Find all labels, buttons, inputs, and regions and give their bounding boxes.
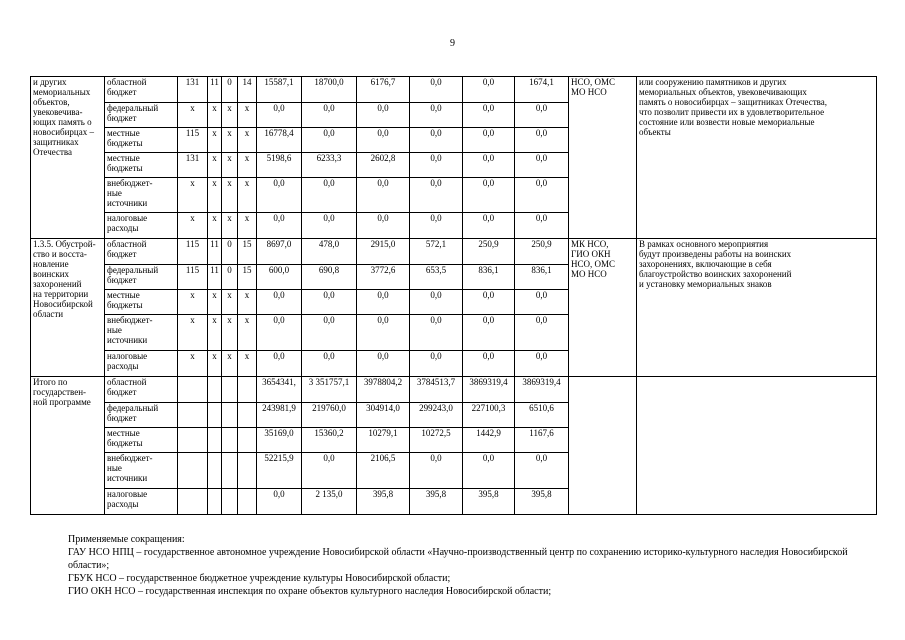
amount-cell: 0,0: [410, 315, 463, 351]
table-row: [31, 77, 877, 103]
funding-source-cell: федеральный бюджет: [105, 103, 178, 128]
funding-source-cell: областной бюджет: [105, 77, 178, 103]
amount-cell: 0,0: [410, 213, 463, 239]
amount-cell: 2106,5: [357, 453, 410, 489]
amount-cell: 5198,6: [257, 153, 302, 178]
amount-cell: 0,0: [257, 489, 302, 515]
funding-source-cell: налоговые расходы: [105, 489, 178, 515]
amount-cell: 395,8: [357, 489, 410, 515]
budget-code-cell: x: [208, 290, 222, 315]
funding-source-cell: местные бюджеты: [105, 153, 178, 178]
amount-cell: 653,5: [410, 265, 463, 290]
budget-code-cell: x: [222, 178, 238, 213]
amount-cell: 600,0: [257, 265, 302, 290]
amount-cell: 304914,0: [357, 403, 410, 428]
amount-cell: 0,0: [515, 351, 569, 377]
funding-source-cell: внебюджет- ные источники: [105, 453, 178, 489]
amount-cell: 836,1: [515, 265, 569, 290]
budget-code-cell: x: [178, 351, 208, 377]
amount-cell: 1442,9: [463, 428, 515, 453]
amount-cell: 0,0: [257, 351, 302, 377]
amount-cell: 0,0: [357, 213, 410, 239]
budget-code-cell: x: [238, 315, 257, 351]
amount-cell: 0,0: [302, 315, 357, 351]
amount-cell: 395,8: [463, 489, 515, 515]
budget-code-cell: x: [178, 213, 208, 239]
funding-source-cell: внебюджет- ные источники: [105, 315, 178, 351]
executor-cell: НСО, ОМС МО НСО: [569, 77, 637, 239]
amount-cell: 3869319,4: [463, 377, 515, 403]
budget-code-cell: x: [222, 351, 238, 377]
executor-cell: МК НСО, ГИО ОКН НСО, ОМС МО НСО: [569, 239, 637, 377]
amount-cell: 0,0: [357, 290, 410, 315]
amount-cell: 0,0: [357, 351, 410, 377]
amount-cell: 0,0: [463, 178, 515, 213]
amount-cell: 0,0: [515, 453, 569, 489]
executor-cell: [569, 377, 637, 515]
budget-code-cell: [222, 428, 238, 453]
amount-cell: 219760,0: [302, 403, 357, 428]
expected-result-cell: или сооружению памятников и других мемориальных объектов, увековечивающих память о новосибирцах – защитниках Отечества, что позволит привести их в удовлетворительное состояние или возвести новые мемориальные объекты: [637, 77, 877, 239]
budget-code-cell: x: [208, 103, 222, 128]
notes-heading: Применяемые сокращения:: [68, 534, 185, 545]
amount-cell: 10279,1: [357, 428, 410, 453]
amount-cell: 1167,6: [515, 428, 569, 453]
amount-cell: 0,0: [463, 290, 515, 315]
budget-code-cell: [178, 377, 208, 403]
funding-source-cell: федеральный бюджет: [105, 265, 178, 290]
amount-cell: 52215,9: [257, 453, 302, 489]
amount-cell: 0,0: [515, 213, 569, 239]
budget-code-cell: [222, 489, 238, 515]
budget-code-cell: [178, 428, 208, 453]
activity-name-cell: Итого по государствен- ной программе: [31, 377, 105, 515]
budget-code-cell: [208, 489, 222, 515]
amount-cell: 0,0: [410, 178, 463, 213]
amount-cell: 18700,0: [302, 77, 357, 103]
funding-source-cell: областной бюджет: [105, 377, 178, 403]
amount-cell: 0,0: [357, 103, 410, 128]
amount-cell: 690,8: [302, 265, 357, 290]
budget-code-cell: x: [238, 178, 257, 213]
budget-code-cell: x: [238, 213, 257, 239]
amount-cell: 0,0: [257, 178, 302, 213]
expected-result-cell: [637, 377, 877, 515]
budget-code-cell: x: [222, 290, 238, 315]
budget-code-cell: [238, 453, 257, 489]
budget-table: [30, 76, 877, 515]
amount-cell: 10272,5: [410, 428, 463, 453]
amount-cell: 227100,3: [463, 403, 515, 428]
funding-source-cell: местные бюджеты: [105, 290, 178, 315]
funding-source-cell: местные бюджеты: [105, 428, 178, 453]
amount-cell: 3 351757,1: [302, 377, 357, 403]
amount-cell: 0,0: [302, 103, 357, 128]
budget-code-cell: 115: [178, 239, 208, 265]
budget-code-cell: 131: [178, 153, 208, 178]
amount-cell: 0,0: [515, 103, 569, 128]
budget-code-cell: 0: [222, 239, 238, 265]
amount-cell: 3772,6: [357, 265, 410, 290]
budget-code-cell: x: [178, 290, 208, 315]
amount-cell: 0,0: [410, 453, 463, 489]
amount-cell: 572,1: [410, 239, 463, 265]
funding-source-cell: налоговые расходы: [105, 351, 178, 377]
budget-code-cell: x: [208, 153, 222, 178]
amount-cell: 0,0: [463, 453, 515, 489]
budget-code-cell: x: [208, 128, 222, 153]
amount-cell: 16778,4: [257, 128, 302, 153]
budget-code-cell: 15: [238, 265, 257, 290]
abbreviations-notes: [68, 533, 888, 598]
amount-cell: 0,0: [463, 315, 515, 351]
page-number: 9: [450, 38, 455, 49]
funding-source-cell: налоговые расходы: [105, 213, 178, 239]
amount-cell: 2602,8: [357, 153, 410, 178]
budget-code-cell: [238, 403, 257, 428]
budget-code-cell: [208, 377, 222, 403]
amount-cell: 836,1: [463, 265, 515, 290]
amount-cell: 0,0: [515, 315, 569, 351]
amount-cell: 250,9: [515, 239, 569, 265]
amount-cell: 15360,2: [302, 428, 357, 453]
amount-cell: 243981,9: [257, 403, 302, 428]
budget-code-cell: [178, 403, 208, 428]
amount-cell: 0,0: [257, 103, 302, 128]
budget-code-cell: x: [208, 315, 222, 351]
amount-cell: 0,0: [302, 178, 357, 213]
amount-cell: 0,0: [463, 153, 515, 178]
budget-code-cell: x: [238, 128, 257, 153]
budget-code-cell: 15: [238, 239, 257, 265]
table-row: [31, 377, 877, 403]
amount-cell: 0,0: [357, 128, 410, 153]
amount-cell: 8697,0: [257, 239, 302, 265]
note-item: ГБУК НСО – государственное бюджетное учреждение культуры Новосибирской области;: [68, 573, 451, 584]
amount-cell: 6176,7: [357, 77, 410, 103]
budget-code-cell: x: [222, 103, 238, 128]
budget-code-cell: [238, 377, 257, 403]
budget-code-cell: [222, 453, 238, 489]
funding-source-cell: внебюджет- ные источники: [105, 178, 178, 213]
amount-cell: 3978804,2: [357, 377, 410, 403]
budget-code-cell: x: [222, 315, 238, 351]
budget-code-cell: x: [208, 351, 222, 377]
budget-code-cell: [238, 428, 257, 453]
amount-cell: 0,0: [257, 213, 302, 239]
budget-code-cell: [222, 403, 238, 428]
budget-code-cell: [208, 428, 222, 453]
budget-code-cell: 11: [208, 265, 222, 290]
amount-cell: 0,0: [515, 178, 569, 213]
amount-cell: 0,0: [515, 128, 569, 153]
budget-code-cell: [222, 377, 238, 403]
amount-cell: 0,0: [357, 178, 410, 213]
amount-cell: 0,0: [463, 77, 515, 103]
budget-code-cell: 115: [178, 265, 208, 290]
amount-cell: 0,0: [463, 351, 515, 377]
amount-cell: 395,8: [410, 489, 463, 515]
amount-cell: 0,0: [410, 103, 463, 128]
budget-code-cell: 11: [208, 77, 222, 103]
funding-source-cell: федеральный бюджет: [105, 403, 178, 428]
table-row: [31, 239, 877, 265]
amount-cell: 478,0: [302, 239, 357, 265]
budget-code-cell: x: [178, 178, 208, 213]
amount-cell: 2 135,0: [302, 489, 357, 515]
amount-cell: 250,9: [463, 239, 515, 265]
amount-cell: 0,0: [410, 128, 463, 153]
budget-code-cell: x: [208, 178, 222, 213]
budget-code-cell: [208, 403, 222, 428]
activity-name-cell: 1.3.5. Обустрой- ство и восста- новление воинских захоронений на территории Новосибирской области: [31, 239, 105, 377]
budget-code-cell: 14: [238, 77, 257, 103]
budget-code-cell: x: [178, 315, 208, 351]
budget-code-cell: x: [238, 290, 257, 315]
amount-cell: 0,0: [302, 453, 357, 489]
amount-cell: 6233,3: [302, 153, 357, 178]
amount-cell: 0,0: [302, 128, 357, 153]
amount-cell: 35169,0: [257, 428, 302, 453]
budget-code-cell: x: [178, 103, 208, 128]
amount-cell: 0,0: [515, 290, 569, 315]
budget-code-cell: [238, 489, 257, 515]
budget-code-cell: x: [222, 153, 238, 178]
amount-cell: 0,0: [515, 153, 569, 178]
amount-cell: 1674,1: [515, 77, 569, 103]
amount-cell: 0,0: [410, 77, 463, 103]
note-item: ГИО ОКН НСО – государственная инспекция по охране объектов культурного наследия Новосибирской области;: [68, 586, 552, 597]
amount-cell: 0,0: [302, 351, 357, 377]
budget-code-cell: [178, 489, 208, 515]
budget-code-cell: x: [238, 103, 257, 128]
amount-cell: 0,0: [410, 153, 463, 178]
amount-cell: 3654341,: [257, 377, 302, 403]
amount-cell: 3869319,4: [515, 377, 569, 403]
expected-result-cell: В рамках основного мероприятия будут произведены работы на воинских захоронениях, включающие в себя благоустройство воинских захоронений и установку мемориальных знаков: [637, 239, 877, 377]
budget-code-cell: x: [222, 213, 238, 239]
amount-cell: 0,0: [410, 290, 463, 315]
budget-code-cell: x: [238, 351, 257, 377]
amount-cell: 299243,0: [410, 403, 463, 428]
amount-cell: 0,0: [257, 290, 302, 315]
amount-cell: 0,0: [257, 315, 302, 351]
budget-code-cell: [178, 453, 208, 489]
amount-cell: 0,0: [357, 315, 410, 351]
funding-source-cell: местные бюджеты: [105, 128, 178, 153]
budget-code-cell: 115: [178, 128, 208, 153]
note-item: ГАУ НСО НПЦ – государственное автономное учреждение Новосибирской области «Научно-производственный центр по сохранению историко-культурного наследия Новосибирской области»;: [68, 547, 848, 571]
amount-cell: 0,0: [463, 103, 515, 128]
funding-source-cell: областной бюджет: [105, 239, 178, 265]
budget-code-cell: 0: [222, 265, 238, 290]
budget-code-cell: 0: [222, 77, 238, 103]
budget-code-cell: x: [222, 128, 238, 153]
amount-cell: 0,0: [410, 351, 463, 377]
amount-cell: 395,8: [515, 489, 569, 515]
activity-name-cell: и других мемориальных объектов, увековечива- ющих память о новосибирцах – защитниках Отечества: [31, 77, 105, 239]
amount-cell: 2915,0: [357, 239, 410, 265]
amount-cell: 0,0: [302, 213, 357, 239]
amount-cell: 15587,1: [257, 77, 302, 103]
budget-code-cell: 131: [178, 77, 208, 103]
amount-cell: 0,0: [463, 213, 515, 239]
amount-cell: 0,0: [463, 128, 515, 153]
amount-cell: 0,0: [302, 290, 357, 315]
budget-code-cell: 11: [208, 239, 222, 265]
budget-code-cell: x: [238, 153, 257, 178]
amount-cell: 6510,6: [515, 403, 569, 428]
budget-code-cell: [208, 453, 222, 489]
amount-cell: 3784513,7: [410, 377, 463, 403]
budget-code-cell: x: [208, 213, 222, 239]
